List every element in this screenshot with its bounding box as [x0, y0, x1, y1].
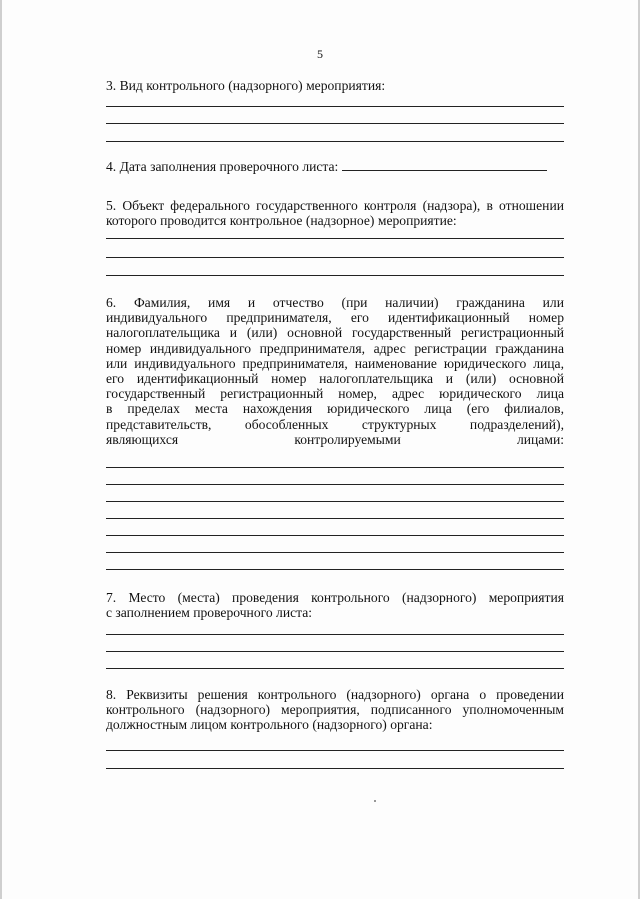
section-7-blank-2[interactable]: [106, 651, 564, 652]
section-5: [106, 198, 564, 228]
section-3-blank-3[interactable]: [106, 141, 564, 142]
section-7-line-2: с заполнением проверочного листа:: [106, 605, 313, 621]
section-6-line-2: индивидуального предпринимателя, его идентификационный номер: [106, 310, 564, 326]
section-8-blank-2[interactable]: [106, 768, 564, 769]
section-8-blank-1[interactable]: [106, 750, 564, 751]
section-5-line-2: которого проводится контрольное (надзорное) мероприятие:: [106, 213, 457, 229]
section-6-blank-1[interactable]: [106, 467, 564, 468]
section-8-line-3: должностным лицом контрольного (надзорного) органа:: [106, 717, 433, 733]
section-4: [106, 158, 564, 174]
section-6-blank-2[interactable]: [106, 484, 564, 485]
section-6-line-5: или индивидуального предпринимателя, наименование юридического лица,: [106, 355, 564, 371]
section-8-line-2: контрольного (надзорного) мероприятия, подписанного уполномоченным: [106, 702, 564, 718]
section-6-line-4: номер индивидуального предпринимателя, адрес регистрации гражданина: [106, 340, 564, 356]
section-3: [106, 78, 564, 93]
page-number: 5: [317, 47, 323, 61]
section-5-line-1: 5. Объект федерального государственного контроля (надзора), в отношении: [106, 198, 564, 213]
section-6-line-3: налогоплательщика и (или) основной государственный регистрационный: [106, 325, 564, 341]
scan-speck: [374, 800, 376, 802]
section-5-blank-1[interactable]: [106, 238, 564, 239]
section-6-line-7: государственный регистрационный номер, адрес юридического лица: [106, 386, 564, 402]
section-7-line-1: 7. Место (места) проведения контрольного (надзорного) мероприятия: [106, 590, 564, 605]
scan-edge-left: [0, 0, 2, 899]
section-7-blank-3[interactable]: [106, 668, 564, 669]
section-6-blank-6[interactable]: [106, 552, 564, 553]
section-6-blank-3[interactable]: [106, 501, 564, 502]
section-6-line-10: являющихся контролируемыми лицами:: [106, 431, 564, 447]
section-6-blank-5[interactable]: [106, 535, 564, 536]
section-8-line-1: 8. Реквизиты решения контрольного (надзорного) органа о проведении: [106, 687, 564, 702]
section-6: [106, 295, 564, 447]
section-6-line-8: в пределах места нахождения юридического лица (его филиалов,: [106, 401, 564, 417]
section-7-blank-1[interactable]: [106, 634, 564, 635]
section-3-heading: 3. Вид контрольного (надзорного) мероприятия:: [106, 78, 386, 93]
section-6-line-9: представительств, обособленных структурных подразделений),: [106, 416, 564, 432]
section-6-blank-7[interactable]: [106, 569, 564, 570]
section-7: [106, 590, 564, 620]
fill-date-field[interactable]: [342, 158, 547, 171]
section-6-line-1: 6. Фамилия, имя и отчество (при наличии) гражданина или: [106, 295, 564, 310]
section-6-line-6: его идентификационный номер налогоплательщика и (или) основной: [106, 371, 564, 387]
section-8: [106, 687, 564, 733]
section-5-blank-3[interactable]: [106, 275, 564, 276]
section-3-blank-1[interactable]: [106, 106, 564, 107]
section-6-blank-4[interactable]: [106, 518, 564, 519]
section-3-blank-2[interactable]: [106, 123, 564, 124]
section-4-heading: 4. Дата заполнения проверочного листа:: [106, 159, 339, 174]
section-5-blank-2[interactable]: [106, 257, 564, 258]
